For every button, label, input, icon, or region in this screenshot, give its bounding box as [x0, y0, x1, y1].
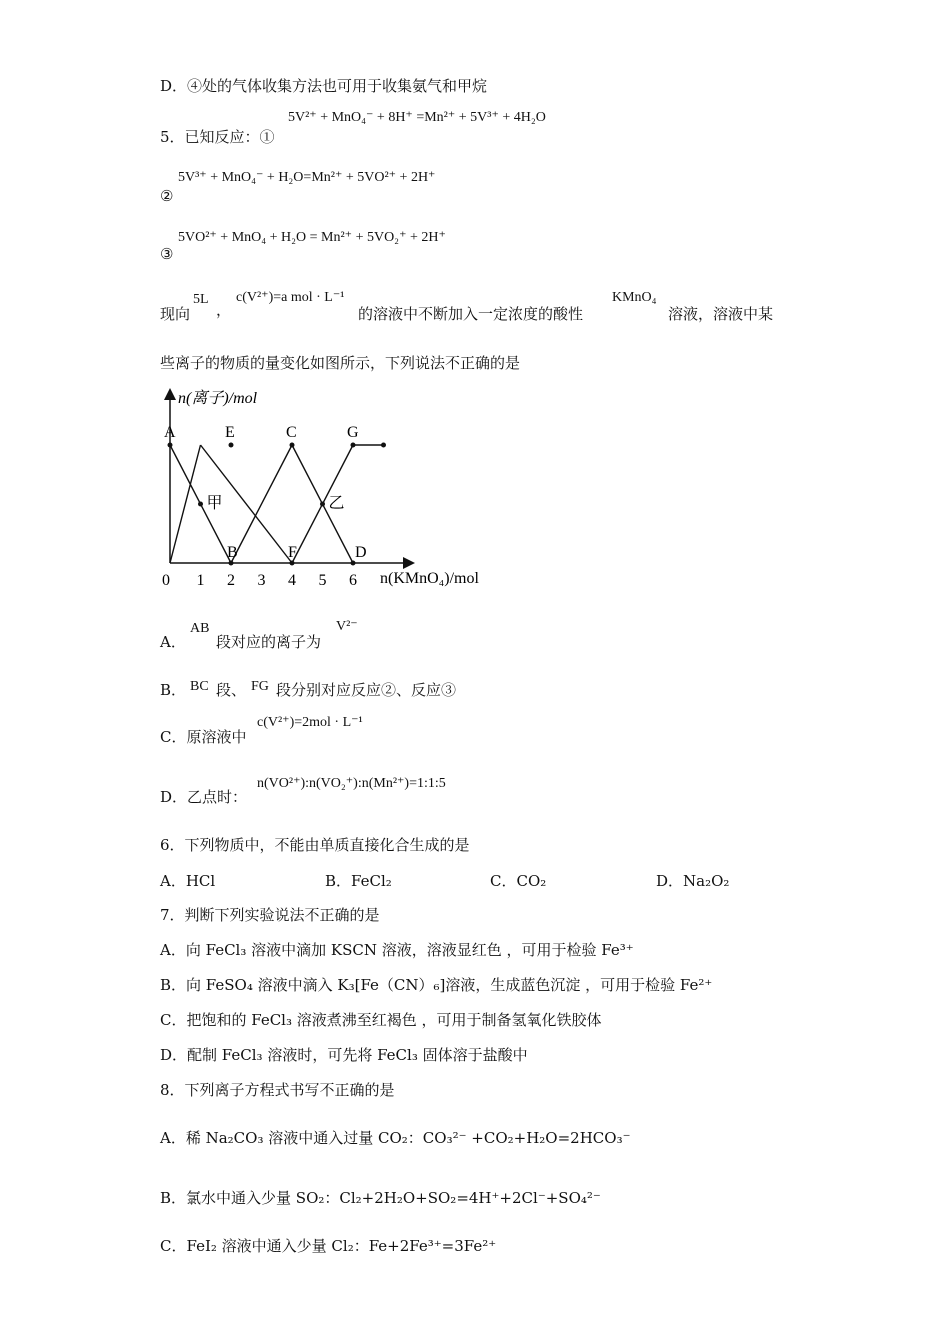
- x-tick-label-4: 4: [288, 572, 296, 589]
- q5-prefix: 5．已知反应：①: [160, 128, 275, 146]
- q5-mark-3: ③: [160, 245, 174, 263]
- q5-option-b-segment-2: FG: [251, 679, 269, 694]
- q5-reaction-3: 5VO²⁺ + MnO₄ + H₂O = Mn²⁺ + 5VO₂⁺ + 2H⁺: [178, 230, 446, 245]
- q5-chart: [150, 385, 530, 595]
- point-甲: [198, 502, 203, 507]
- q7-option-d: D．配制 FeCl₃ 溶液时，可先将 FeCl₃ 固体溶于盐酸中: [160, 1046, 528, 1064]
- q8-stem: 8．下列离子方程式书写不正确的是: [160, 1081, 395, 1099]
- q5-option-a-ion: V²⁻: [336, 619, 358, 634]
- q8-option-a: A．稀 Na₂CO₃ 溶液中通入过量 CO₂：CO₃²⁻ +CO₂+H₂O=2HCO₃⁻: [160, 1129, 631, 1147]
- q8-option-b: B．氯水中通入少量 SO₂：Cl₂+2H₂O+SO₂=4H⁺+2Cl⁻+SO₄²⁻: [160, 1189, 601, 1207]
- point-label-G: G: [347, 424, 359, 441]
- x-tick-label-5: 5: [318, 572, 327, 589]
- q5-stem-a: 现向: [160, 305, 191, 323]
- q6-option-d: D．Na₂O₂: [656, 872, 730, 890]
- q8-option-c: C．FeI₂ 溶液中通入少量 Cl₂：Fe+2Fe³⁺=3Fe²⁺: [160, 1237, 497, 1255]
- origin-label: 0: [162, 572, 170, 589]
- q5-option-a-text: 段对应的离子为: [216, 633, 322, 651]
- q6-option-b: B．FeCl₂: [325, 872, 392, 890]
- q5-option-a-segment: AB: [190, 621, 210, 636]
- q5-option-d-prefix: D．乙点时：: [160, 788, 248, 806]
- x-tick-label-2: 2: [227, 572, 235, 589]
- q5-option-a-prefix: A．: [160, 633, 186, 651]
- q5-option-b-segment-1: BC: [190, 679, 209, 694]
- point-label-C: C: [286, 424, 297, 441]
- q5-volume: 5L: [193, 292, 209, 307]
- q5-stem-line-2: 些离子的物质的量变化如图所示，下列说法不正确的是: [160, 354, 521, 372]
- q4-option-d: D．④处的气体收集方法也可用于收集氨气和甲烷: [160, 77, 488, 95]
- x-tick-label-1: 1: [196, 572, 205, 589]
- q5-option-b-prefix: B．: [160, 681, 187, 699]
- q6-option-a: A．HCl: [160, 872, 216, 890]
- q6-option-c: C．CO₂: [490, 872, 547, 890]
- q5-option-d-formula: n(VO²⁺):n(VO₂⁺):n(Mn²⁺)=1:1:5: [257, 776, 446, 791]
- q7-stem: 7．判断下列实验说法不正确的是: [160, 906, 380, 924]
- q5-concentration: c(V²⁺)=a mol · L⁻¹: [236, 290, 345, 305]
- q5-stem-c: 溶液，溶液中某: [668, 305, 774, 323]
- x-tick-label-3: 3: [257, 572, 266, 589]
- x-tick-label-6: 6: [349, 572, 357, 589]
- q5-option-b-text-1: 段、: [216, 681, 247, 699]
- q7-option-b: B．向 FeSO₄ 溶液中滴入 K₃[Fe（CN）₆]溶液，生成蓝色沉淀 ，可用于检验 Fe²⁺: [160, 976, 713, 994]
- plateau-end-point: [381, 443, 386, 448]
- point-乙: [320, 502, 325, 507]
- q6-stem: 6．下列物质中，不能由单质直接化合生成的是: [160, 836, 470, 854]
- point-label-A: A: [164, 424, 176, 441]
- point-label-甲: 甲: [206, 495, 223, 512]
- q5-reaction-2: 5V³⁺ + MnO₄⁻ + H₂O=Mn²⁺ + 5VO²⁺ + 2H⁺: [178, 170, 436, 185]
- point-A: [168, 443, 173, 448]
- q5-option-b-text-2: 段分别对应反应②、反应③: [276, 681, 457, 699]
- point-E: [229, 443, 234, 448]
- q5-mark-2: ②: [160, 187, 174, 205]
- q5-stem-b: 的溶液中不断加入一定浓度的酸性: [358, 305, 584, 323]
- point-label-D: D: [355, 544, 367, 561]
- q7-option-a: A．向 FeCl₃ 溶液中滴加 KSCN 溶液，溶液显红色 ，可用于检验 Fe³⁺: [160, 941, 634, 959]
- q5-option-c-formula: c(V²⁺)=2mol · L⁻¹: [257, 715, 363, 730]
- q5-comma: ，: [216, 301, 232, 319]
- x-axis-label: n(KMnO₄)/mol: [380, 570, 479, 587]
- point-label-F: F: [288, 544, 297, 561]
- q5-kmno4: KMnO₄: [612, 290, 657, 305]
- q5-option-c-prefix: C．原溶液中: [160, 728, 247, 746]
- point-label-E: E: [225, 424, 235, 441]
- series-line-BC: [231, 445, 292, 563]
- point-G: [351, 443, 356, 448]
- y-axis-label: n(离子)/mol: [178, 390, 258, 407]
- point-label-乙: 乙: [328, 495, 345, 512]
- point-F: [290, 561, 295, 566]
- point-C: [290, 443, 295, 448]
- q5-reaction-1: 5V²⁺ + MnO₄⁻ + 8H⁺ =Mn²⁺ + 5V³⁺ + 4H₂O: [288, 110, 546, 125]
- series-line-OE: [170, 445, 201, 563]
- point-label-B: B: [227, 544, 238, 561]
- point-D: [351, 561, 356, 566]
- q7-option-c: C．把饱和的 FeCl₃ 溶液煮沸至红褐色 ，可用于制备氢氧化铁胶体: [160, 1011, 602, 1029]
- point-B: [229, 561, 234, 566]
